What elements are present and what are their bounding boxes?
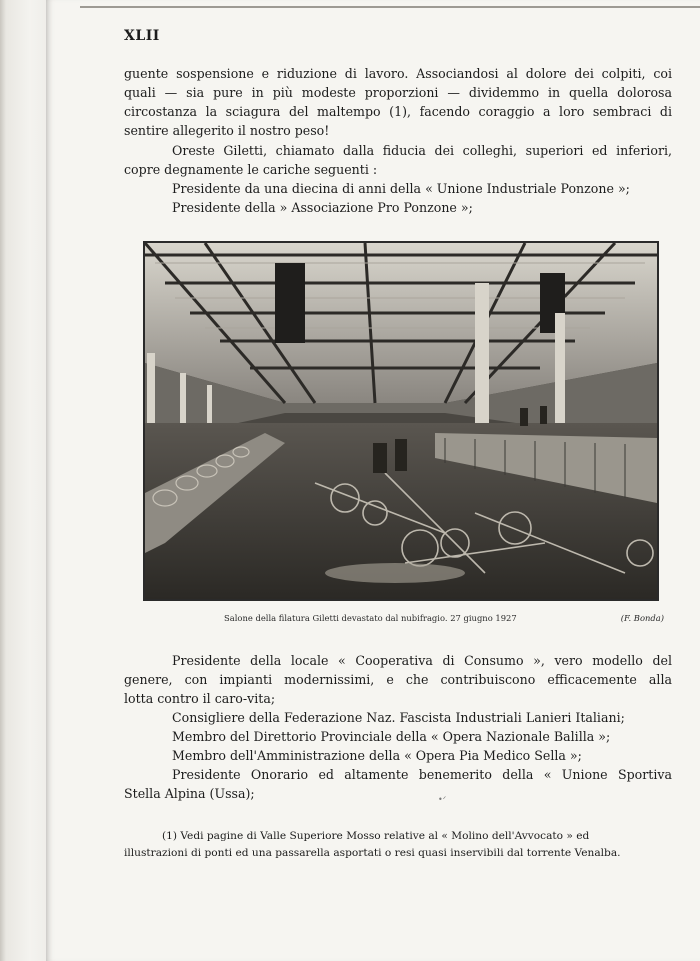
factory-hall-photo [143, 241, 659, 601]
paragraph-cariche [124, 651, 672, 803]
text-line: copre degnamente le cariche seguenti : [124, 162, 378, 177]
text-line: sentire allegerito il nostro peso! [124, 123, 330, 138]
paragraph-sospensione [124, 64, 672, 140]
text-line: guente sospensione e riduzione di lavoro. Associandosi al dolore dei colpiti, coi [124, 66, 672, 81]
caption-text: Salone della filatura Giletti devastato dal nubifragio. 27 giugno 1927 [224, 613, 517, 623]
paragraph-giletti [124, 141, 672, 217]
text-line: quali — sia pure in più modeste proporzioni — dividemmo in quella dolorosa [124, 85, 672, 100]
text-line: Membro dell'Amministrazione della « Opera Pia Medico Sella »; [172, 748, 582, 763]
text-line: Consigliere della Federazione Naz. Fascista Industriali Lanieri Italiani; [172, 710, 625, 725]
text-line: Stella Alpina (Ussa); [124, 786, 255, 801]
text-line: Presidente Onorario ed altamente benemerito della « Unione Sportiva [172, 767, 672, 782]
factory-hall-illustration [145, 243, 657, 599]
footnote [124, 828, 680, 862]
text-line: lotta contro il caro-vita; [124, 691, 276, 706]
text-line: genere, con impianti modernissimi, e che contribuiscono efficacemente alla [124, 672, 672, 687]
book-page-edge [0, 0, 46, 961]
text-line: Presidente da una diecina di anni della « Unione Industriale Ponzone »; [172, 181, 630, 196]
print-speck: •ᐟ [438, 795, 447, 804]
page-number: XLII [124, 28, 160, 44]
footnote-line: illustrazioni di ponti ed una passarella asportati o resi quasi inservibili dal torrente Venalba. [124, 847, 621, 859]
photo-caption [224, 613, 664, 623]
text-line: Membro del Direttorio Provinciale della « Opera Nazionale Balilla »; [172, 729, 611, 744]
footnote-line: (1) Vedi pagine di Valle Superiore Mosso relative al « Molino dell'Avvocato » ed [162, 830, 590, 842]
photo-credit: (F. Bonda) [620, 613, 664, 623]
text-line: Presidente della » Associazione Pro Ponzone »; [172, 200, 473, 215]
text-line: circostanza la sciagura del maltempo (1), facendo coraggio a loro sembraci di [124, 104, 672, 119]
text-line: Oreste Giletti, chiamato dalla fiducia dei colleghi, superiori ed inferiori, [172, 143, 672, 158]
text-line: Presidente della locale « Cooperativa di Consumo », vero modello del [172, 653, 672, 668]
top-rule [80, 6, 700, 8]
